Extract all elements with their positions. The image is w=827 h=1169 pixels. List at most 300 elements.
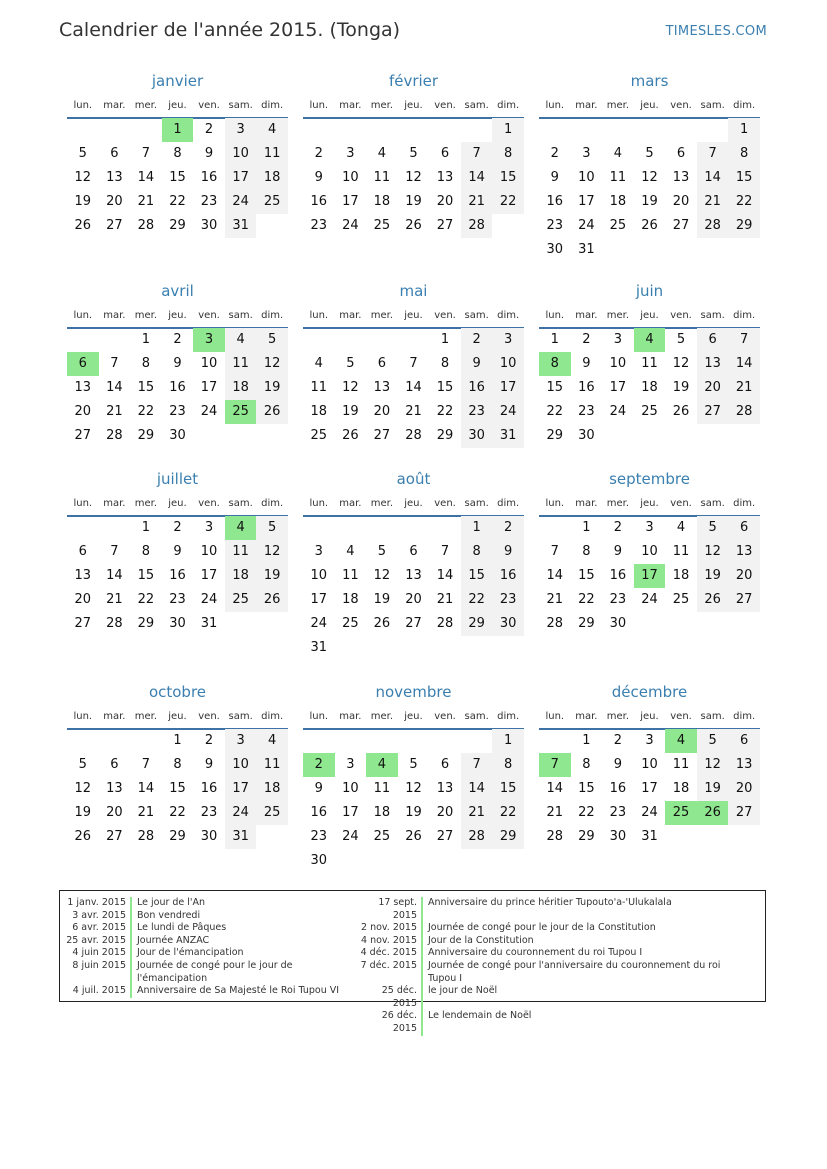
day-cell: 10 bbox=[225, 142, 257, 166]
day-cell: 8 bbox=[582, 544, 591, 559]
day-cell: 28 bbox=[137, 829, 155, 844]
weekday-label: mer. bbox=[370, 498, 394, 509]
holiday-day: 6 bbox=[67, 352, 99, 376]
day-cell: 17 bbox=[342, 805, 359, 820]
day-cell: 17 bbox=[310, 592, 328, 607]
day-cell: 27 bbox=[728, 801, 760, 825]
day-cell: 22 bbox=[169, 194, 186, 209]
day-cell: 22 bbox=[461, 588, 493, 612]
legend-holiday-name: Anniversaire du prince héritier Tupouto'a-'Ulukalala bbox=[428, 897, 672, 908]
day-cell: 27 bbox=[74, 428, 92, 443]
day-cell: 26 bbox=[74, 218, 92, 233]
weekday-label: ven. bbox=[434, 711, 456, 722]
day-cell: 27 bbox=[106, 829, 123, 844]
weekday-label: mar. bbox=[575, 498, 598, 509]
day-cell: 15 bbox=[546, 380, 564, 395]
day-cell: 18 bbox=[342, 592, 359, 607]
weekday-label: ven. bbox=[198, 711, 220, 722]
weekday-label: jeu. bbox=[640, 100, 659, 111]
day-cell: 23 bbox=[609, 805, 627, 820]
day-cell: 8 bbox=[492, 753, 524, 777]
day-cell: 30 bbox=[169, 616, 186, 631]
day-cell: 21 bbox=[106, 404, 123, 419]
weekday-label: dim. bbox=[733, 498, 756, 509]
day-cell: 17 bbox=[200, 568, 218, 583]
day-cell: 6 bbox=[697, 328, 729, 352]
day-cell: 18 bbox=[672, 568, 690, 583]
day-cell: 17 bbox=[200, 380, 218, 395]
month-title: novembre bbox=[375, 683, 452, 701]
day-cell: 18 bbox=[256, 777, 288, 801]
day-cell: 24 bbox=[342, 829, 359, 844]
day-cell: 1 bbox=[440, 332, 450, 347]
day-cell: 4 bbox=[314, 356, 323, 371]
legend-marker bbox=[130, 897, 132, 910]
weekday-label: jeu. bbox=[168, 310, 187, 321]
day-cell: 29 bbox=[436, 428, 454, 443]
day-cell: 1 bbox=[173, 733, 182, 748]
day-cell: 6 bbox=[440, 146, 450, 161]
day-cell: 12 bbox=[641, 170, 658, 185]
day-cell: 26 bbox=[697, 588, 729, 612]
weekday-label: mer. bbox=[134, 310, 158, 321]
legend-marker bbox=[421, 935, 423, 948]
day-cell: 14 bbox=[436, 568, 454, 583]
day-cell: 6 bbox=[110, 757, 119, 772]
day-cell: 26 bbox=[373, 616, 391, 631]
day-cell: 13 bbox=[106, 170, 123, 185]
day-cell: 20 bbox=[728, 777, 760, 801]
day-cell: 1 bbox=[582, 733, 591, 748]
day-cell: 1 bbox=[582, 520, 591, 535]
weekday-label: mar. bbox=[103, 310, 126, 321]
day-cell: 10 bbox=[342, 170, 359, 185]
day-cell: 12 bbox=[74, 170, 92, 185]
legend-date: 1 janv. 2015 bbox=[67, 897, 126, 908]
day-cell: 15 bbox=[578, 568, 595, 583]
day-cell: 10 bbox=[641, 544, 658, 559]
day-cell: 23 bbox=[546, 218, 564, 233]
day-cell: 11 bbox=[256, 142, 288, 166]
legend-item bbox=[357, 935, 737, 948]
weekday-label: jeu. bbox=[404, 711, 423, 722]
weekday-label: ven. bbox=[198, 498, 220, 509]
weekday-label: mar. bbox=[339, 711, 362, 722]
weekday-label: dim. bbox=[497, 100, 520, 111]
day-cell: 10 bbox=[609, 356, 627, 371]
day-cell: 15 bbox=[461, 564, 493, 588]
day-cell: 3 bbox=[346, 757, 355, 772]
day-cell: 10 bbox=[342, 781, 359, 796]
day-cell: 31 bbox=[310, 640, 328, 655]
day-cell: 3 bbox=[225, 118, 257, 142]
day-cell: 6 bbox=[728, 729, 760, 753]
legend-marker bbox=[421, 1010, 423, 1035]
legend-marker bbox=[421, 960, 423, 985]
day-cell: 24 bbox=[225, 801, 257, 825]
weekday-label: sam. bbox=[464, 711, 489, 722]
day-cell: 10 bbox=[225, 753, 257, 777]
day-cell: 18 bbox=[225, 376, 257, 400]
weekday-label: dim. bbox=[733, 310, 756, 321]
day-cell: 4 bbox=[676, 520, 686, 535]
legend-column-right bbox=[357, 897, 737, 1036]
weekday-label: mar. bbox=[339, 100, 362, 111]
day-cell: 3 bbox=[492, 328, 524, 352]
day-cell: 29 bbox=[169, 218, 186, 233]
day-cell: 18 bbox=[310, 404, 328, 419]
day-cell: 8 bbox=[141, 544, 151, 559]
day-cell: 20 bbox=[697, 376, 729, 400]
day-cell: 19 bbox=[697, 564, 729, 588]
day-cell: 16 bbox=[546, 194, 564, 209]
day-cell: 23 bbox=[461, 400, 493, 424]
day-cell: 31 bbox=[200, 616, 218, 631]
day-cell: 15 bbox=[728, 166, 760, 190]
day-cell: 8 bbox=[728, 142, 760, 166]
legend-item bbox=[357, 947, 737, 960]
day-cell: 5 bbox=[78, 757, 87, 772]
legend-date: 7 déc. 2015 bbox=[360, 959, 417, 971]
day-cell: 25 bbox=[373, 829, 391, 844]
day-cell: 12 bbox=[256, 540, 288, 564]
legend-item bbox=[66, 985, 352, 998]
day-cell: 20 bbox=[672, 194, 690, 209]
day-cell: 7 bbox=[409, 356, 418, 371]
month-title: juillet bbox=[156, 470, 199, 488]
day-cell: 20 bbox=[436, 194, 454, 209]
day-cell: 16 bbox=[492, 564, 524, 588]
weekday-label: dim. bbox=[497, 310, 520, 321]
day-cell: 22 bbox=[137, 592, 155, 607]
page-title: Calendrier de l'année 2015. (Tonga) bbox=[59, 19, 401, 41]
weekday-label: mer. bbox=[370, 711, 394, 722]
weekday-label: sam. bbox=[228, 310, 253, 321]
day-cell: 6 bbox=[78, 544, 87, 559]
legend-item bbox=[357, 897, 737, 922]
legend-marker bbox=[130, 935, 132, 948]
day-cell: 28 bbox=[137, 218, 155, 233]
holiday-day: 8 bbox=[539, 352, 571, 376]
day-cell: 24 bbox=[342, 218, 359, 233]
weekday-label: lun. bbox=[545, 711, 565, 722]
day-cell: 13 bbox=[728, 753, 760, 777]
day-cell: 14 bbox=[106, 568, 123, 583]
day-cell: 21 bbox=[106, 592, 123, 607]
day-cell: 7 bbox=[110, 544, 119, 559]
legend-marker bbox=[421, 947, 423, 960]
day-cell: 28 bbox=[106, 428, 123, 443]
day-cell: 1 bbox=[728, 118, 760, 142]
day-cell: 2 bbox=[613, 733, 623, 748]
legend-date: 8 juin 2015 bbox=[72, 959, 126, 971]
legend-item bbox=[357, 985, 737, 1010]
day-cell: 14 bbox=[461, 166, 493, 190]
weekday-label: lun. bbox=[73, 310, 93, 321]
day-cell: 17 bbox=[342, 194, 359, 209]
weekday-label: sam. bbox=[700, 711, 725, 722]
day-cell: 30 bbox=[578, 428, 595, 443]
day-cell: 3 bbox=[645, 733, 654, 748]
day-cell: 2 bbox=[550, 146, 559, 161]
weekday-label: ven. bbox=[670, 310, 692, 321]
day-cell: 14 bbox=[137, 781, 155, 796]
day-cell: 4 bbox=[225, 328, 257, 352]
legend-holiday-name: le jour de Noël bbox=[428, 985, 498, 997]
weekday-label: ven. bbox=[434, 310, 456, 321]
day-cell: 7 bbox=[461, 142, 493, 166]
day-cell: 9 bbox=[314, 781, 323, 796]
legend-holiday-name: Journée de congé pour le jour de l'émancipation bbox=[137, 959, 293, 984]
day-cell: 3 bbox=[613, 332, 623, 347]
weekday-label: mar. bbox=[103, 711, 126, 722]
weekday-label: sam. bbox=[700, 498, 725, 509]
legend-item bbox=[357, 960, 737, 985]
day-cell: 20 bbox=[373, 404, 391, 419]
day-cell: 4 bbox=[377, 146, 387, 161]
day-cell: 23 bbox=[310, 218, 328, 233]
day-cell: 24 bbox=[200, 404, 218, 419]
legend-marker bbox=[130, 910, 132, 923]
day-cell: 21 bbox=[436, 592, 454, 607]
legend-marker bbox=[421, 922, 423, 935]
day-cell: 21 bbox=[728, 376, 760, 400]
legend-holiday-name: Jour de l'émancipation bbox=[137, 947, 244, 959]
day-cell: 15 bbox=[492, 166, 524, 190]
month-title: février bbox=[388, 72, 439, 90]
day-cell: 28 bbox=[405, 428, 422, 443]
day-cell: 20 bbox=[74, 404, 92, 419]
weekday-label: jeu. bbox=[640, 498, 659, 509]
weekday-label: dim. bbox=[261, 100, 284, 111]
day-cell: 22 bbox=[492, 190, 524, 214]
legend-date: 26 déc. 2015 bbox=[381, 1010, 417, 1034]
day-cell: 8 bbox=[141, 356, 151, 371]
legend-column-left bbox=[66, 897, 352, 998]
day-cell: 5 bbox=[676, 332, 686, 347]
day-cell: 1 bbox=[492, 729, 524, 753]
day-cell: 29 bbox=[578, 616, 595, 631]
day-cell: 20 bbox=[405, 592, 422, 607]
weekday-label: jeu. bbox=[640, 310, 659, 321]
day-cell: 21 bbox=[546, 805, 564, 820]
day-cell: 17 bbox=[225, 777, 257, 801]
holiday-day: 1 bbox=[162, 118, 194, 142]
weekday-label: dim. bbox=[733, 711, 756, 722]
weekday-label: dim. bbox=[261, 310, 284, 321]
day-cell: 5 bbox=[346, 356, 355, 371]
legend-date: 2 nov. 2015 bbox=[361, 922, 417, 934]
legend-item bbox=[66, 922, 352, 935]
site-link[interactable]: TIMESLES.COM bbox=[665, 24, 767, 39]
holiday-day: 26 bbox=[697, 801, 729, 825]
day-cell: 30 bbox=[461, 424, 493, 448]
day-cell: 6 bbox=[110, 146, 119, 161]
day-cell: 7 bbox=[550, 544, 559, 559]
day-cell: 9 bbox=[314, 170, 323, 185]
day-cell: 6 bbox=[377, 356, 387, 371]
day-cell: 11 bbox=[342, 568, 359, 583]
day-cell: 29 bbox=[578, 829, 595, 844]
day-cell: 14 bbox=[728, 352, 760, 376]
day-cell: 19 bbox=[256, 376, 288, 400]
weekday-label: mar. bbox=[339, 498, 362, 509]
day-cell: 5 bbox=[377, 544, 387, 559]
day-cell: 10 bbox=[578, 170, 595, 185]
day-cell: 24 bbox=[641, 592, 658, 607]
day-cell: 13 bbox=[405, 568, 422, 583]
day-cell: 13 bbox=[74, 380, 92, 395]
weekday-label: ven. bbox=[670, 498, 692, 509]
day-cell: 14 bbox=[546, 781, 564, 796]
day-cell: 28 bbox=[546, 616, 564, 631]
day-cell: 9 bbox=[204, 146, 214, 161]
day-cell: 8 bbox=[492, 142, 524, 166]
day-cell: 22 bbox=[578, 805, 595, 820]
legend-item bbox=[66, 960, 352, 985]
weekday-label: sam. bbox=[464, 498, 489, 509]
day-cell: 29 bbox=[461, 612, 493, 636]
weekday-label: dim. bbox=[497, 711, 520, 722]
weekday-label: lun. bbox=[309, 310, 329, 321]
legend-item bbox=[357, 1010, 737, 1035]
day-cell: 17 bbox=[492, 376, 524, 400]
weekday-label: sam. bbox=[464, 100, 489, 111]
day-cell: 16 bbox=[461, 376, 493, 400]
day-cell: 9 bbox=[550, 170, 559, 185]
day-cell: 2 bbox=[613, 520, 623, 535]
legend-date: 17 sept. 2015 bbox=[378, 897, 417, 921]
weekday-label: lun. bbox=[73, 100, 93, 111]
day-cell: 31 bbox=[578, 242, 595, 257]
day-cell: 3 bbox=[582, 146, 591, 161]
legend-marker bbox=[130, 985, 132, 998]
holiday-day: 4 bbox=[665, 729, 697, 753]
day-cell: 30 bbox=[546, 242, 564, 257]
day-cell: 24 bbox=[641, 805, 658, 820]
day-cell: 12 bbox=[672, 356, 690, 371]
day-cell: 30 bbox=[609, 829, 627, 844]
day-cell: 3 bbox=[204, 520, 214, 535]
day-cell: 13 bbox=[697, 352, 729, 376]
day-cell: 14 bbox=[106, 380, 123, 395]
day-cell: 13 bbox=[373, 380, 391, 395]
day-cell: 27 bbox=[436, 218, 454, 233]
day-cell: 15 bbox=[492, 777, 524, 801]
day-cell: 2 bbox=[173, 520, 182, 535]
day-cell: 28 bbox=[697, 214, 729, 238]
legend-marker bbox=[130, 922, 132, 935]
weekday-label: mer. bbox=[370, 100, 394, 111]
day-cell: 24 bbox=[310, 616, 328, 631]
day-cell: 9 bbox=[204, 757, 214, 772]
day-cell: 11 bbox=[672, 544, 690, 559]
holiday-day: 7 bbox=[539, 753, 571, 777]
legend-holiday-name: Journée de congé pour l'anniversaire du couronnement du roi Tupou I bbox=[428, 959, 721, 984]
day-cell: 25 bbox=[225, 588, 257, 612]
day-cell: 11 bbox=[310, 380, 328, 395]
legend-marker bbox=[421, 985, 423, 1010]
day-cell: 28 bbox=[546, 829, 564, 844]
weekday-label: lun. bbox=[545, 498, 565, 509]
day-cell: 24 bbox=[578, 218, 595, 233]
day-cell: 26 bbox=[256, 400, 288, 424]
legend-item bbox=[66, 935, 352, 948]
month-title: août bbox=[396, 470, 431, 488]
day-cell: 20 bbox=[728, 564, 760, 588]
day-cell: 12 bbox=[342, 380, 359, 395]
day-cell: 9 bbox=[173, 544, 182, 559]
weekday-label: mer. bbox=[134, 100, 158, 111]
legend-holiday-name: Le lundi de Pâques bbox=[137, 922, 227, 934]
day-cell: 22 bbox=[492, 801, 524, 825]
legend-date: 25 avr. 2015 bbox=[66, 934, 126, 946]
weekday-label: mer. bbox=[606, 100, 630, 111]
weekday-label: mer. bbox=[370, 310, 394, 321]
weekday-label: jeu. bbox=[168, 711, 187, 722]
weekday-label: sam. bbox=[700, 100, 725, 111]
day-cell: 21 bbox=[137, 805, 155, 820]
day-cell: 18 bbox=[373, 805, 391, 820]
day-cell: 31 bbox=[641, 829, 658, 844]
day-cell: 12 bbox=[256, 352, 288, 376]
day-cell: 16 bbox=[310, 194, 328, 209]
weekday-label: mer. bbox=[134, 711, 158, 722]
day-cell: 17 bbox=[578, 194, 595, 209]
day-cell: 5 bbox=[409, 757, 418, 772]
weekday-label: mar. bbox=[575, 310, 598, 321]
day-cell: 19 bbox=[342, 404, 359, 419]
weekday-label: mar. bbox=[575, 711, 598, 722]
weekday-label: jeu. bbox=[404, 310, 423, 321]
day-cell: 15 bbox=[578, 781, 595, 796]
day-cell: 24 bbox=[225, 190, 257, 214]
day-cell: 29 bbox=[546, 428, 564, 443]
day-cell: 8 bbox=[461, 540, 493, 564]
day-cell: 9 bbox=[613, 757, 623, 772]
day-cell: 22 bbox=[578, 592, 595, 607]
day-cell: 11 bbox=[256, 753, 288, 777]
weekday-label: ven. bbox=[198, 100, 220, 111]
day-cell: 18 bbox=[672, 781, 690, 796]
month-title: octobre bbox=[148, 683, 207, 701]
day-cell: 19 bbox=[74, 805, 92, 820]
weekday-label: ven. bbox=[434, 100, 456, 111]
day-cell: 28 bbox=[436, 616, 454, 631]
day-cell: 11 bbox=[225, 352, 257, 376]
holiday-day: 25 bbox=[225, 400, 257, 424]
day-cell: 16 bbox=[578, 380, 595, 395]
weekday-label: jeu. bbox=[640, 711, 659, 722]
weekday-label: mer. bbox=[606, 498, 630, 509]
day-cell: 25 bbox=[672, 592, 690, 607]
legend-date: 6 avr. 2015 bbox=[72, 922, 126, 934]
day-cell: 26 bbox=[405, 218, 422, 233]
day-cell: 7 bbox=[141, 146, 151, 161]
day-cell: 8 bbox=[582, 757, 591, 772]
day-cell: 23 bbox=[609, 592, 627, 607]
weekday-label: dim. bbox=[497, 498, 520, 509]
day-cell: 10 bbox=[200, 356, 218, 371]
day-cell: 24 bbox=[609, 404, 627, 419]
day-cell: 16 bbox=[609, 568, 627, 583]
legend-marker bbox=[421, 897, 423, 922]
day-cell: 21 bbox=[697, 190, 729, 214]
day-cell: 26 bbox=[641, 218, 658, 233]
weekday-label: mar. bbox=[103, 100, 126, 111]
day-cell: 25 bbox=[373, 218, 391, 233]
day-cell: 12 bbox=[373, 568, 391, 583]
